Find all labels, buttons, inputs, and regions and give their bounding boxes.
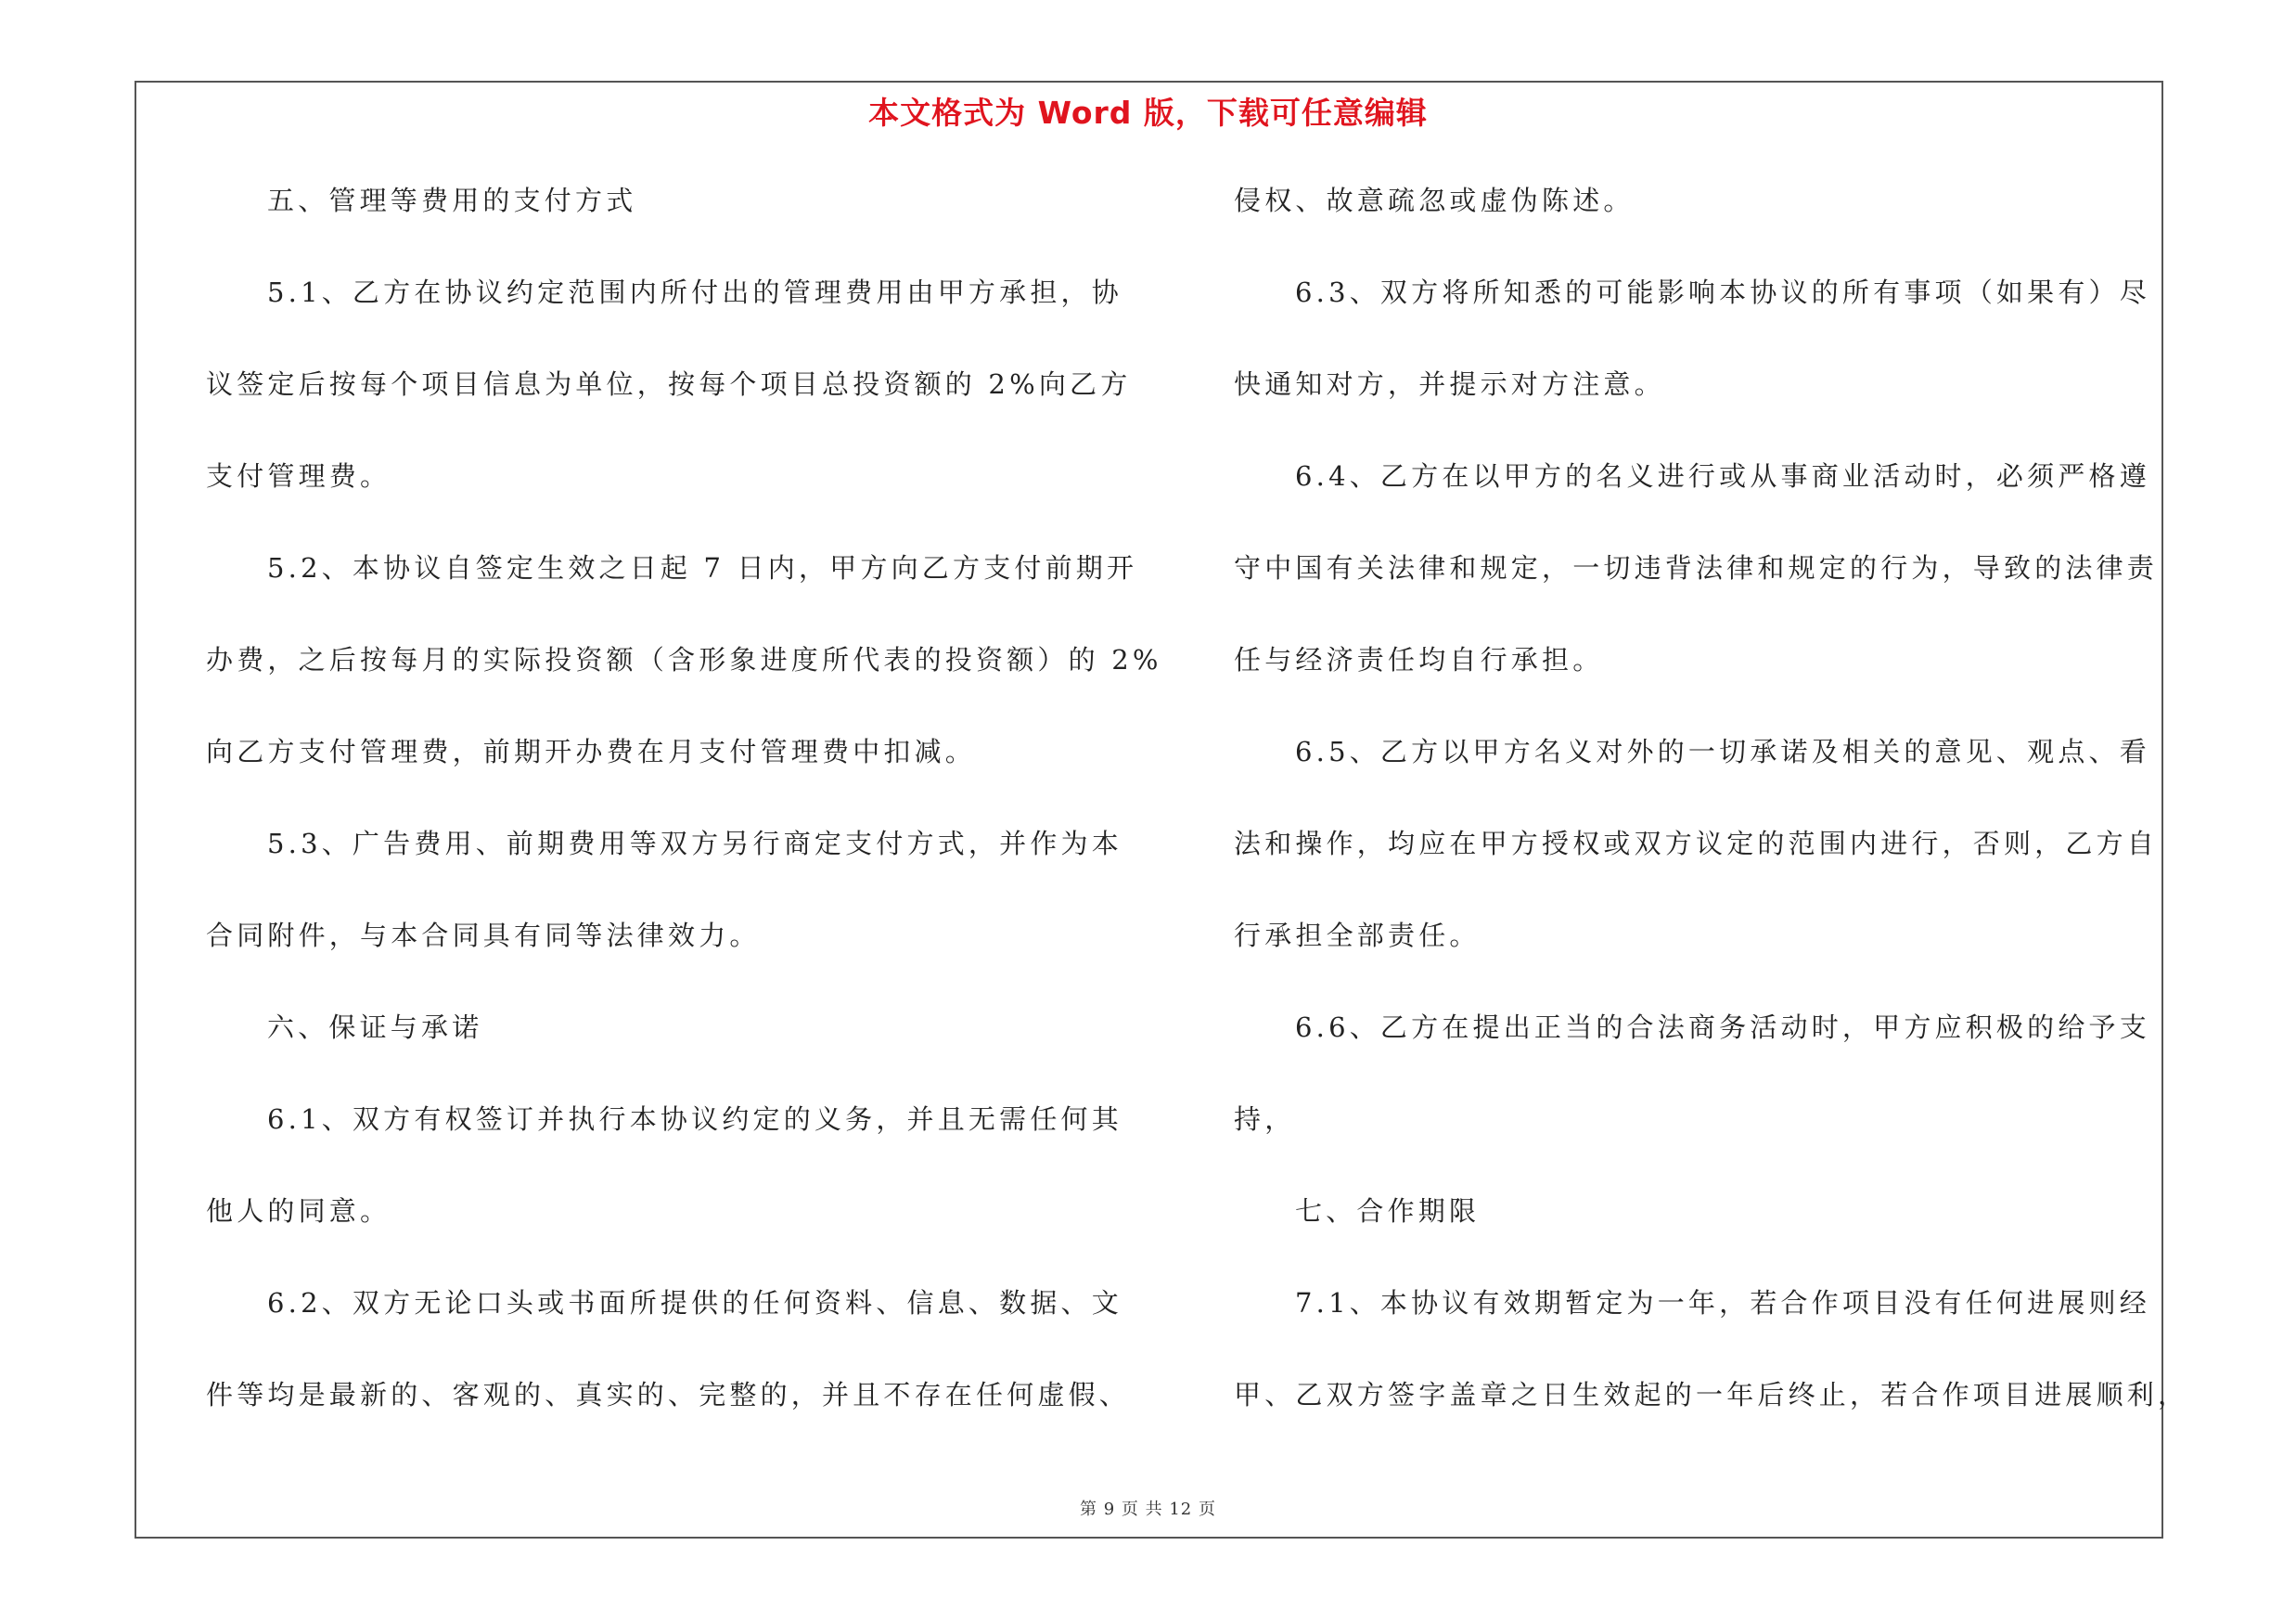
clause-text: 他人的同意。 (206, 1195, 391, 1227)
clause-text: 件等均是最新的、客观的、真实的、完整的，并且不存在任何虚假、 (206, 1379, 1131, 1410)
section-heading: 五、管理等费用的支付方式 (267, 185, 637, 216)
clause-text: 6.6、乙方在提出正当的合法商务活动时，甲方应积极的给予支 (1295, 1011, 2150, 1043)
clause-text: 甲、乙双方签字盖章之日生效起的一年后终止，若合作项目进展顺利， (1234, 1379, 2189, 1410)
clause-text: 向乙方支付管理费，前期开办费在月支付管理费中扣减。 (206, 736, 977, 767)
clause-text: 6.2、双方无论口头或书面所提供的任何资料、信息、数据、文 (267, 1287, 1122, 1319)
clause-text: 7.1、本协议有效期暂定为一年，若合作项目没有任何进展则经 (1295, 1287, 2150, 1319)
clause-text: 议签定后按每个项目信息为单位，按每个项目总投资额的 2%向乙方 (206, 368, 1132, 400)
clause-text: 办费，之后按每月的实际投资额（含形象进度所代表的投资额）的 2% (206, 644, 1162, 676)
clause-text: 6.1、双方有权签订并执行本协议约定的义务，并且无需任何其 (267, 1103, 1122, 1135)
section-heading: 七、合作期限 (1295, 1195, 1481, 1227)
clause-text: 6.4、乙方在以甲方的名义进行或从事商业活动时，必须严格遵 (1295, 460, 2150, 492)
section-heading: 六、保证与承诺 (267, 1011, 483, 1043)
clause-text: 5.3、广告费用、前期费用等双方另行商定支付方式，并作为本 (267, 828, 1122, 859)
clause-text: 支付管理费。 (206, 460, 391, 492)
page-number-footer: 第 9 页 共 12 页 (1080, 1500, 1216, 1519)
clause-text: 6.5、乙方以甲方名义对外的一切承诺及相关的意见、观点、看 (1295, 736, 2150, 767)
clause-text: 法和操作，均应在甲方授权或双方议定的范围内进行，否则，乙方自 (1234, 828, 2159, 859)
word-format-banner: 本文格式为 Word 版，下载可任意编辑 (868, 95, 1428, 131)
clause-text: 5.1、乙方在协议约定范围内所付出的管理费用由甲方承担，协 (267, 277, 1122, 308)
clause-text: 5.2、本协议自签定生效之日起 7 日内，甲方向乙方支付前期开 (267, 552, 1138, 584)
clause-text: 侵权、故意疏忽或虚伪陈述。 (1234, 185, 1635, 216)
clause-text: 快通知对方，并提示对方注意。 (1234, 368, 1665, 400)
clause-text: 行承担全部责任。 (1234, 920, 1481, 951)
clause-text: 合同附件，与本合同具有同等法律效力。 (206, 920, 761, 951)
clause-text: 任与经济责任均自行承担。 (1234, 644, 1604, 676)
clause-text: 守中国有关法律和规定，一切违背法律和规定的行为，导致的法律责 (1234, 552, 2159, 584)
clause-text: 6.3、双方将所知悉的可能影响本协议的所有事项（如果有）尽 (1295, 277, 2150, 308)
clause-text: 持， (1234, 1103, 1296, 1135)
